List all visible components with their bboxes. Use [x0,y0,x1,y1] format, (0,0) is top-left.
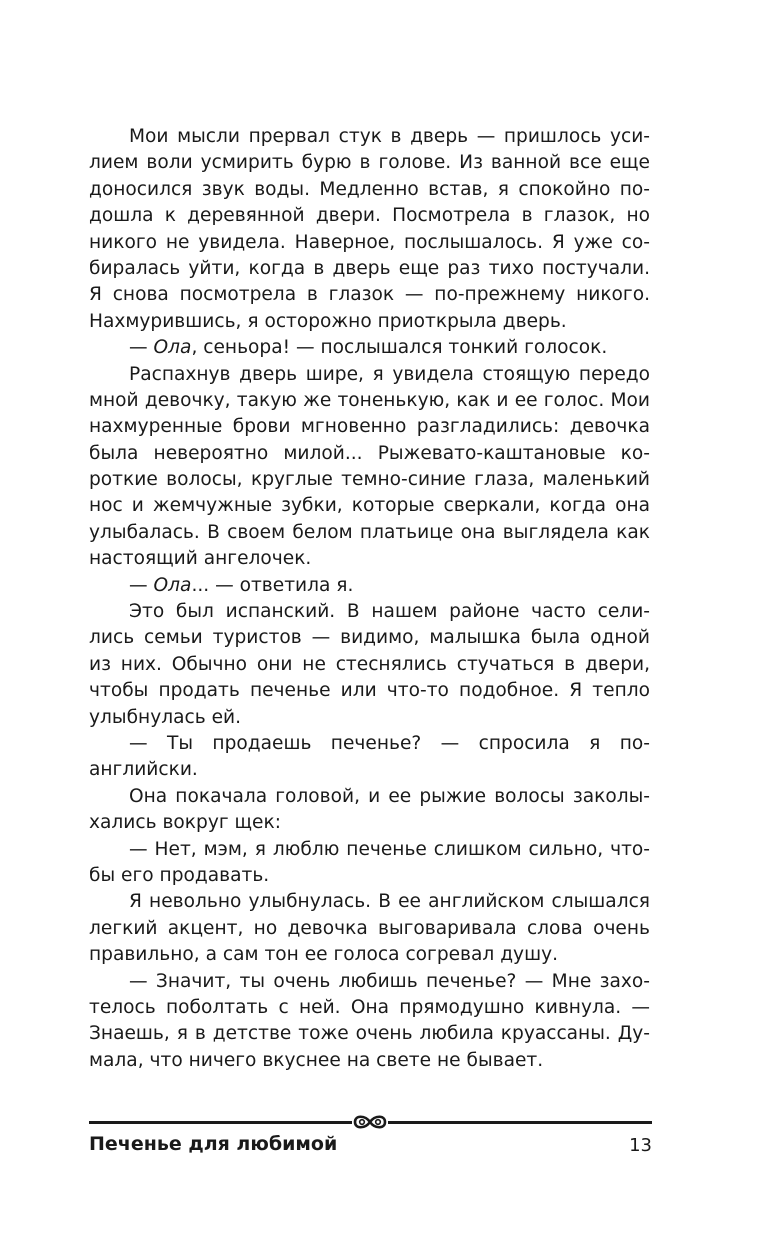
body-text [89,124,650,1074]
italic-word: Ола [153,337,192,359]
text-line: — Значит, ты очень любишь печенье? — Мне захо- [129,970,650,992]
text-line: мной девочку, такую же тоненькую, как и ее голос. Мои [89,389,650,411]
text-line: настоящий ангелочек. [89,548,312,570]
dialogue-line [89,335,650,361]
text-line: лием воли усмирить бурю в голове. Из ванной все еще [89,152,650,174]
text-line: — Нет, мэм, я люблю печенье слишком сильно, что- [129,838,650,860]
text-line: Я снова посмотрела в глазок — по-прежнему никого. [89,284,650,306]
dash-prefix: — [129,574,154,596]
dialogue-rest: , сеньора! — послышался тонкий голосок. [191,337,608,359]
text-line: из них. Обычно они не стеснялись стучаться в двери, [89,653,650,675]
dialogue-line [89,573,650,599]
text-line: Нахмурившись, я осторожно приоткрыла дверь. [89,310,567,332]
italic-word: Ола [153,574,192,596]
text-line: правильно, а сам тон ее голоса согревал душу. [89,944,558,966]
text-line: — Ты продаешь печенье? — спросила я по- [129,732,650,754]
running-footer-title: Печенье для любимой [89,1133,338,1155]
text-line: Она покачала головой, и ее рыжие волосы заколы- [129,785,650,807]
text-line: улыбнулась ей. [89,706,242,728]
text-line: нахмуренные брови мгновенно разгладились: девочка [89,416,650,438]
text-line: Это был испанский. В нашем районе часто сели- [129,601,650,623]
text-line: Мои мысли прервал стук в дверь — пришлось уси- [129,126,650,147]
text-line: мала, что ничего вкуснее на свете не бывает. [89,1049,544,1071]
text-line: чтобы продать печенье или что-то подобное. Я тепло [89,680,650,702]
text-line: хались вокруг щек: [89,812,281,834]
text-line: телось поболтать с ней. Она прямодушно кивнула. — [89,996,650,1018]
dialogue-rest: ... — ответила я. [191,574,354,596]
text-line: биралась уйти, когда в дверь еще раз тихо постучали. [89,257,650,279]
text-line: легкий акцент, но девочка выговаривала слова очень [89,917,650,939]
text-line: никого не увидела. Наверное, послышалось. Я уже со- [89,231,650,253]
text-line: бы его продавать. [89,864,270,886]
text-line: была невероятно милой... Рыжевато-каштановые ко- [89,442,650,464]
text-line: доносился звук воды. Медленно встав, я спокойно по- [89,178,650,200]
text-line: нос и жемчужные зубки, которые сверкали, когда она [89,495,650,517]
knot-ornament-icon [352,1111,388,1133]
text-line: дошла к деревянной двери. Посмотрела в глазок, но [89,205,650,227]
text-line: английски. [89,759,198,781]
text-line: лись семьи туристов — видимо, малышка была одной [89,627,650,649]
text-line: Распахнув дверь шире, я увидела стоящую передо [129,363,650,385]
text-line: улыбалась. В своем белом платьице она выглядела как [89,521,650,543]
text-line: роткие волосы, круглые темно-синие глаза, маленький [89,469,650,491]
text-line: Я невольно улыбнулась. В ее английском слышался [129,891,650,913]
text-line: Знаешь, я в детстве тоже очень любила круассаны. Ду- [89,1023,650,1045]
dash-prefix: — [129,337,154,359]
page-number: 13 [629,1135,652,1156]
